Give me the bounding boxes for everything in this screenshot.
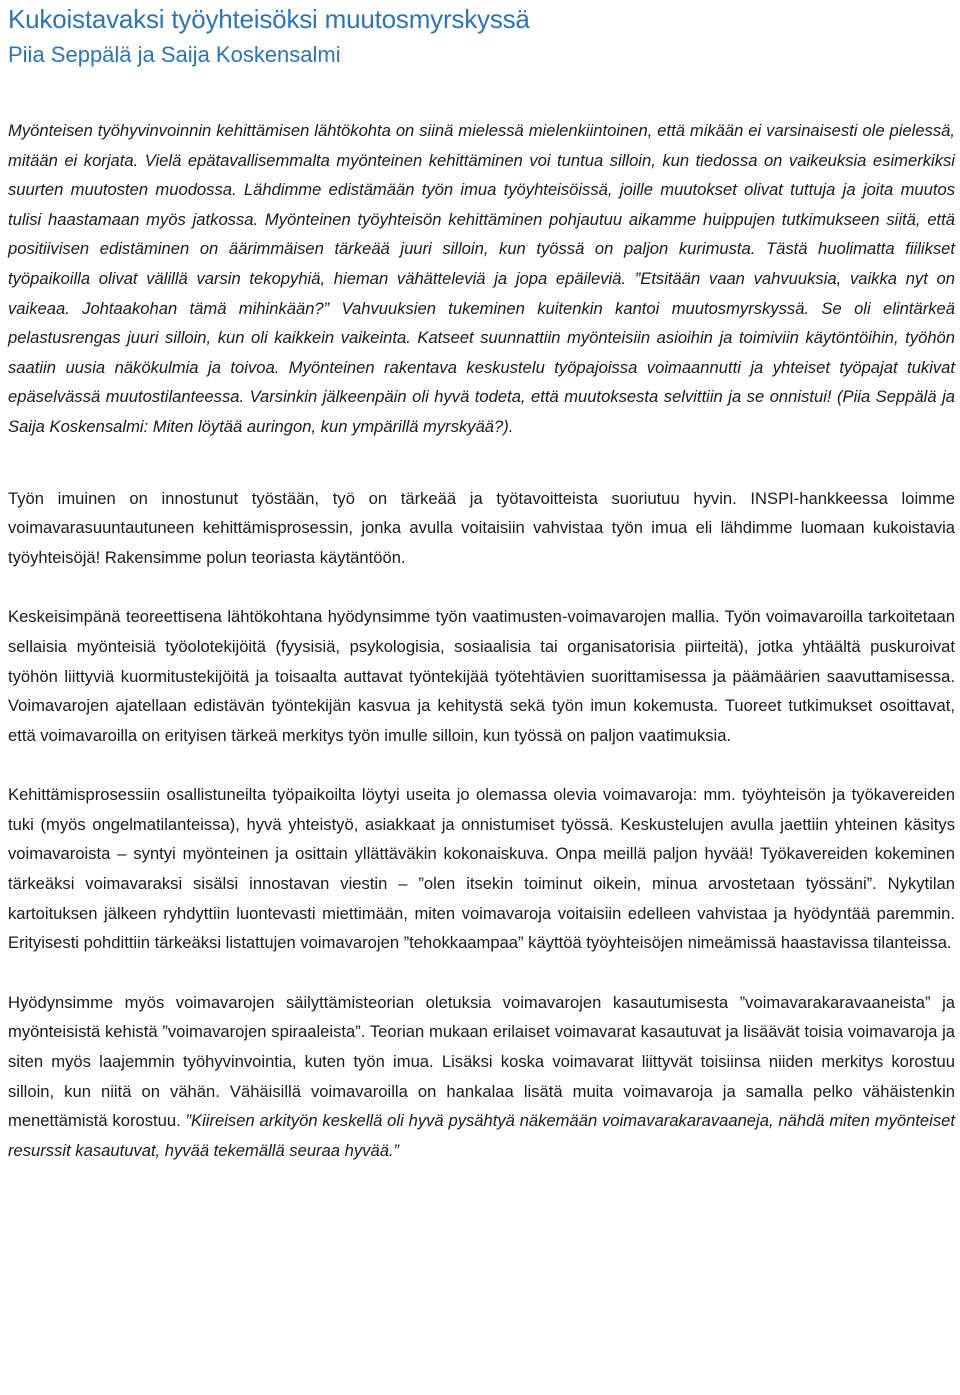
paragraph-4-text: Hyödynsimme myös voimavarojen säilyttämisteorian oletuksia voimavarojen kasautumisesta ”voimavarakaravaaneista” ja myönteisistä kehistä ”voimavarojen spiraaleista”. Teorian mukaan erilaiset voimavarat kasautuvat ja lisäävät toisia voimavaroja ja siten myös laajemmin työhyvinvointia, kuten työn imua. Lisäksi koska voimavarat liittyvät toisiinsa niiden merkitys korostuu silloin, kun niitä on vähän. Vähäisillä voimavaroilla on hankalaa lisätä muita voimavaroja ja samalla pelko vähäistenkin menettämistä korostuu. <box>8 992 955 1131</box>
body-paragraph-4 <box>8 988 955 1166</box>
intro-paragraph: Myönteisen työhyvinvoinnin kehittämisen lähtökohta on siinä mielessä mielenkiintoinen, että mikään ei varsinaisesti ole pielessä, mitään ei korjata. Vielä epätavallisemmalta myönteinen kehittäminen voi tuntua silloin, kun tiedossa on vaikeuksia esimerkiksi suurten muutosten muodossa. Lähdimme edistämään työn imua työyhteisöissä, joille muutokset olivat tuttuja ja joita muutos tulisi haastamaan myös jatkossa. Myönteinen työyhteisön kehittäminen pohjautuu aikamme huippujen tutkimukseen siitä, että positiivisen edistäminen on äärimmäisen tärkeää juuri silloin, kun työssä on paljon kurimusta. Tästä huolimatta fiilikset työpaikoilla olivat välillä varsin tekopyhiä, hieman vähätteleviä ja jopa epäileviä. ”Etsitään vaan vahvuuksia, vaikka nyt on vaikeaa. Johtaakohan tämä mihinkään?” Vahvuuksien tukeminen kuitenkin kantoi muutosmyrskyssä. Se oli elintärkeä pelastusrengas juuri silloin, kun oli kaikkein vaikeinta. Katseet suunnattiin myönteisiin asioihin ja toimiviin käytöntöihin, työhön saatiin uusia näkökulmia ja toivoa. Myönteinen rakentava keskustelu työpajoissa voimaannutti ja yhteiset työpajat tukivat epäselvässä muutostilanteessa. Varsinkin jälkeenpäin oli hyvä todeta, että muutoksesta selvittiin ja se onnistui! (Piia Seppälä ja Saija Koskensalmi: Miten löytää auringon, kun ympärillä myrskyää?). <box>8 121 955 436</box>
document-authors: Piia Seppälä ja Saija Koskensalmi <box>8 42 341 67</box>
paragraph-4-quote: ”Kiireisen arkityön keskellä oli hyvä pysähtyä näkemään voimavarakaravaaneja, nähdä miten myönteiset resurssit kasautuvat, hyvää tekemällä seuraa hyvää.” <box>8 1111 955 1160</box>
document-title: Kukoistavaksi työyhteisöksi muutosmyrskyssä <box>8 4 530 34</box>
body-paragraph-2: Keskeisimpänä teoreettisena lähtökohtana hyödynsimme työn vaatimusten-voimavarojen mallia. Työn voimavaroilla tarkoitetaan sellaisia myönteisiä työolotekijöitä (fyysisiä, psykologisia, sosiaalisia tai organisatorisia piirteitä), jotka yhtäältä puskuroivat työhön liittyviä kuormitustekijöitä ja toisaalta auttavat työntekijää työtehtävien suorittamisessa ja päämäärien saavuttamisessa. Voimavarojen ajatellaan edistävän työntekijän kasvua ja kehitystä sekä työn imun kokemusta. Tuoreet tutkimukset osoittavat, että voimavaroilla on erityisen tärkeä merkitys työn imulle silloin, kun työssä on paljon vaatimuksia. <box>8 607 955 745</box>
body-paragraph-1: Työn imuinen on innostunut työstään, työ on tärkeää ja työtavoitteista suoriutuu hyvin. INSPI-hankkeessa loimme voimavarasuuntautuneen kehittämisprosessin, jonka avulla voitaisiin vahvistaa työn imua eli lähdimme luomaan kukoistavia työyhteisöjä! Rakensimme polun teoriasta käytäntöön. <box>8 488 955 567</box>
body-paragraph-3: Kehittämisprosessiin osallistuneilta työpaikoilta löytyi useita jo olemassa olevia voimavaroja: mm. työyhteisön ja työkavereiden tuki (myös ongelmatilanteissa), hyvä yhteistyö, asiakkaat ja onnistumiset työssä. Keskustelujen avulla jaettiin yhteinen käsitys voimavaroista – syntyi myönteinen ja osittain yllättäväkin kokonaiskuva. Onpa meillä paljon hyvää! Työkavereiden kokeminen tärkeäksi voimavaraksi sisälsi innostavan viestin – ”olen itsekin toiminut oikein, minua arvostetaan työssäni”. Nykytilan kartoituksen jälkeen ryhdyttiin luontevasti miettimään, miten voimavaroja voitaisiin edelleen vahvistaa ja hyödyntää paremmin. Erityisesti pohdittiin tärkeäksi listattujen voimavarojen ”tehokkaampaa” käyttöä työyhteisöjen nimeämissä haastavissa tilanteissa. <box>8 785 955 953</box>
